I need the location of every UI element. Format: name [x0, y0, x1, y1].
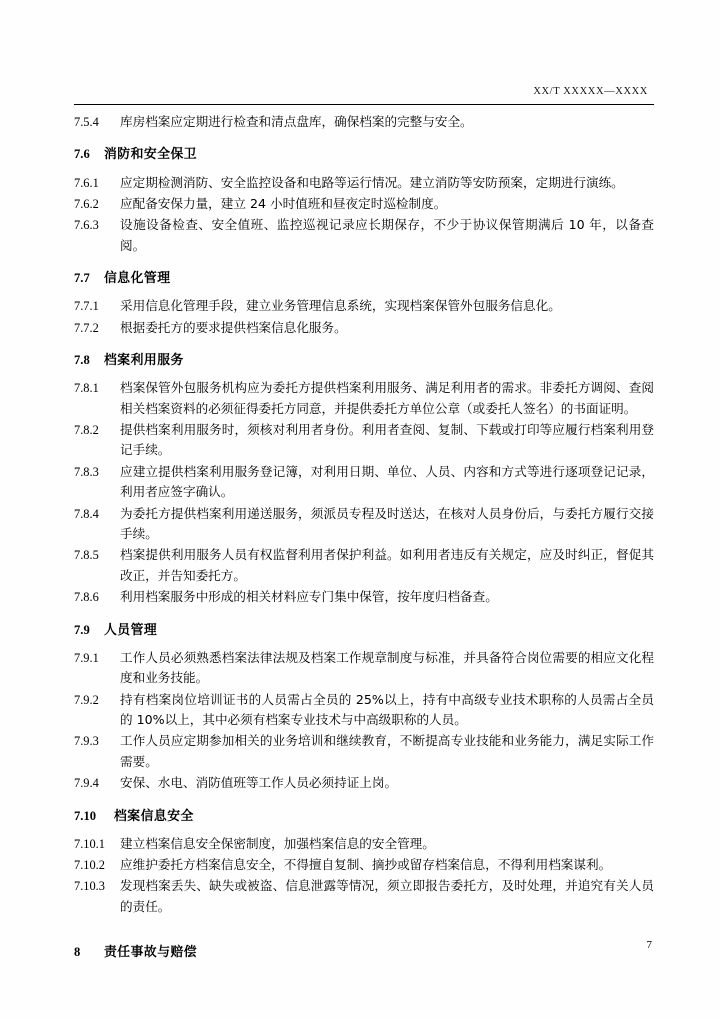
clause-item [74, 112, 654, 132]
clause-number: 7.10.3 [74, 879, 105, 894]
clause-number: 7.6.1 [74, 175, 99, 190]
section-title: 消防和安全保卫 [104, 147, 198, 163]
clause-number: 7.8.6 [74, 590, 99, 605]
clause-text: 库房档案应定期进行检查和清点盘库，确保档案的完整与安全。 [120, 114, 473, 129]
section-title: 人员管理 [104, 622, 158, 638]
section-number: 7.9 [74, 622, 90, 637]
clause-item [74, 876, 654, 917]
section-heading [74, 943, 654, 962]
section-number: 7.6 [74, 147, 90, 162]
clause-text: 为委托方提供档案利用递送服务，须派员专程及时送达，在核对人员身份后，与委托方履行交接手续。 [120, 505, 654, 542]
clause-text: 工作人员应定期参加相关的业务培训和继续教育，不断提高专业技能和业务能力，满足实际工作需要。 [120, 733, 654, 769]
clause-text: 工作人员必须熟悉档案法律法规及档案工作规章制度与标准，并具备符合岗位需要的相应文化程度和业务技能。 [120, 649, 654, 686]
clause-item [74, 587, 654, 607]
clause-item [74, 545, 654, 586]
clause-number: 7.9.4 [74, 776, 99, 791]
clause-item [74, 420, 654, 461]
section-title: 档案利用服务 [104, 353, 184, 369]
clause-text: 档案提供利用服务人员有权监督利用者保护利益。如利用者违反有关规定，应及时纠正，督促其改正，并告知委托方。 [120, 547, 654, 583]
clause-text: 应建立提供档案利用服务登记簿，对利用日期、单位、人员、内容和方式等进行逐项登记记录，利用者应签字确认。 [120, 463, 654, 500]
clause-number: 7.6.2 [74, 196, 99, 211]
page-number: 7 [646, 939, 652, 951]
section-heading [74, 351, 654, 370]
section-title: 责任事故与赔偿 [104, 945, 198, 961]
clause-item [74, 194, 654, 214]
clause-item [74, 462, 654, 503]
clause-number: 7.7.1 [74, 299, 99, 314]
clause-number: 7.9.2 [74, 692, 99, 707]
section-title: 信息化管理 [104, 271, 171, 287]
section-number: 8 [74, 945, 81, 960]
clause-text: 发现档案丢失、缺失或被盗、信息泄露等情况，须立即报告委托方，及时处理，并追究有关人员的责任。 [120, 878, 654, 914]
clause-number: 7.10.2 [74, 858, 105, 873]
clause-number: 7.8.1 [74, 381, 99, 396]
clause-item [74, 215, 654, 256]
clause-item [74, 173, 654, 193]
document-body [74, 112, 654, 970]
section-heading [74, 145, 654, 164]
clause-item [74, 504, 654, 545]
clause-text: 利用档案服务中形成的相关材料应专门集中保管，按年度归档备查。 [120, 589, 498, 605]
section-heading [74, 269, 654, 288]
clause-item [74, 318, 654, 338]
clause-number: 7.8.4 [74, 506, 99, 521]
standard-code-header: XX/T XXXXX—XXXX [533, 86, 648, 97]
clause-number: 7.6.3 [74, 218, 99, 233]
clause-number: 7.5.4 [74, 115, 99, 129]
clause-text: 应维护委托方档案信息安全，不得擅自复制、摘抄或留存档案信息，不得利用档案谋利。 [120, 857, 612, 873]
clause-text: 应定期检测消防、安全监控设备和电路等运行情况。建立消防等安防预案，定期进行演练。 [120, 174, 624, 190]
clause-text: 建立档案信息安全保密制度，加强档案信息的安全管理。 [120, 835, 435, 851]
section-heading [74, 807, 654, 826]
clause-text: 档案保管外包服务机构应为委托方提供档案利用服务、满足利用者的需求。非委托方调阅、查阅相关档案资料的必须征得委托方同意，并提供委托方单位公章（或委托人签名）的书面证明。 [120, 380, 654, 416]
clause-number: 7.8.3 [74, 464, 99, 479]
clause-text: 应配备安保力量，建立 24 小时值班和昼夜定时巡检制度。 [120, 195, 447, 211]
clause-text: 设施设备检查、安全值班、监控巡视记录应长期保存，不少于协议保管期满后 10 年，以备查阅。 [120, 217, 654, 253]
clause-text: 持有档案岗位培训证书的人员需占全员的 25%以上，持有中高级专业技术职称的人员需占全员的 10%以上，其中必须有档案专业技术与中高级职称的人员。 [120, 691, 654, 727]
section-number: 7.7 [74, 271, 90, 286]
section-number: 7.10 [74, 808, 97, 823]
clause-item [74, 773, 654, 793]
clause-number: 7.8.5 [74, 548, 99, 563]
clause-item [74, 834, 654, 854]
section-title: 档案信息安全 [114, 808, 194, 824]
clause-number: 7.9.1 [74, 650, 99, 665]
clause-item [74, 378, 654, 419]
section-number: 7.8 [74, 353, 90, 368]
clause-item [74, 731, 654, 772]
clause-text: 根据委托方的要求提供档案信息化服务。 [120, 319, 347, 335]
section-heading [74, 621, 654, 640]
clause-number: 7.9.3 [74, 734, 99, 749]
clause-item [74, 648, 654, 689]
clause-item [74, 296, 654, 316]
header-divider [74, 104, 654, 105]
clause-text: 安保、水电、消防值班等工作人员必须持证上岗。 [120, 775, 398, 791]
clause-item [74, 690, 654, 731]
clause-text: 提供档案利用服务时，须核对利用者身份。利用者查阅、复制、下载或打印等应履行档案利用登记手续。 [120, 422, 654, 458]
clause-number: 7.10.1 [74, 836, 105, 851]
clause-number: 7.8.2 [74, 423, 99, 438]
clause-number: 7.7.2 [74, 320, 99, 335]
clause-text: 采用信息化管理手段，建立业务管理信息系统，实现档案保管外包服务信息化。 [120, 298, 561, 314]
clause-item [74, 855, 654, 875]
